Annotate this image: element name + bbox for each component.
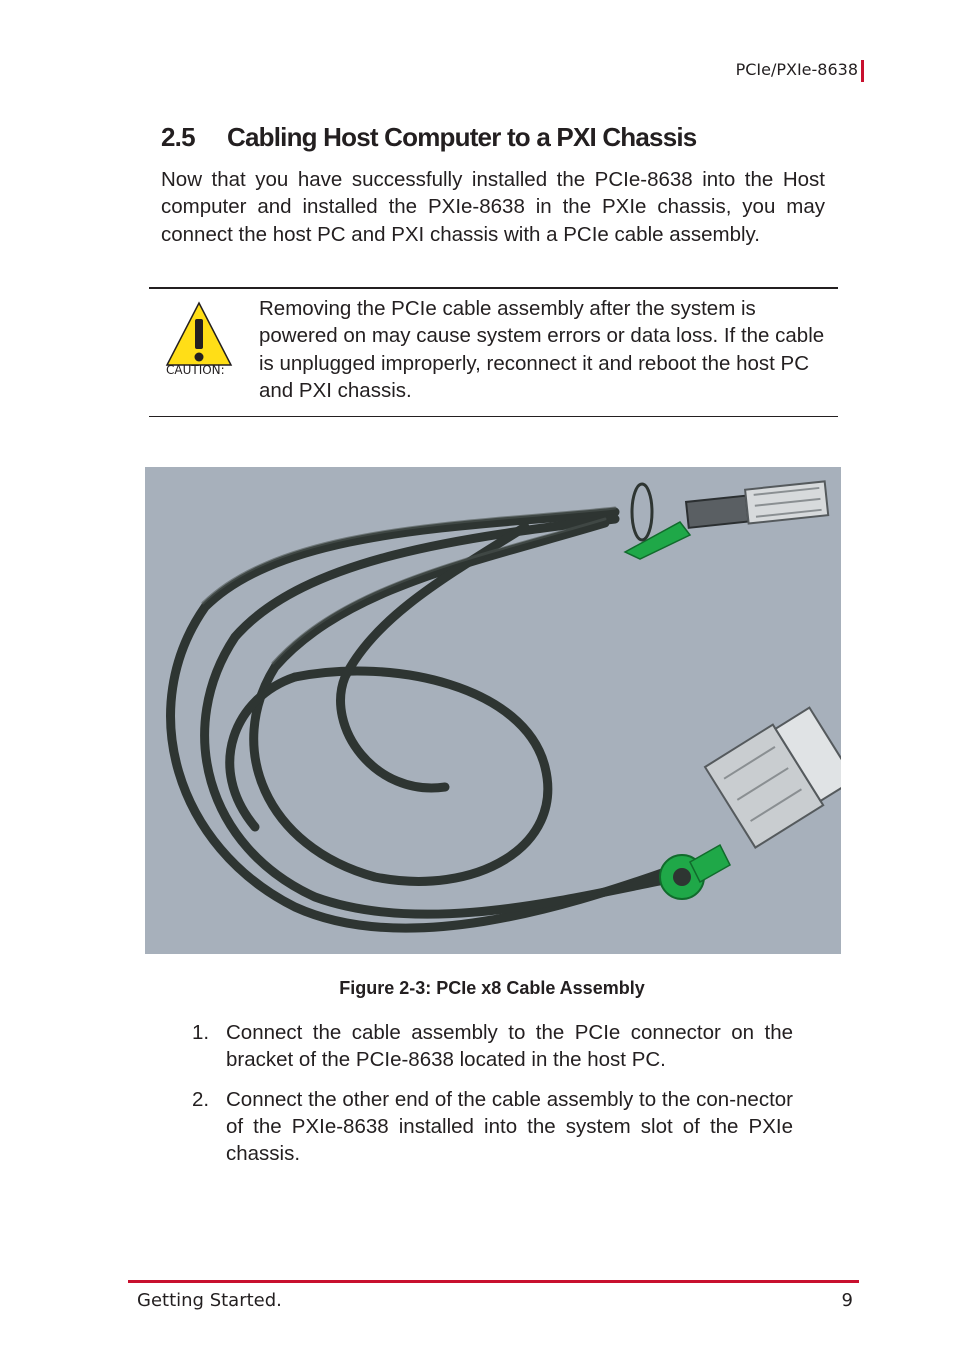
caution-label: CAUTION: [166, 363, 225, 377]
footer-section-name: Getting Started. [137, 1290, 282, 1311]
cable-assembly-illustration [145, 467, 841, 954]
step-number: 1. [192, 1021, 210, 1044]
page-number: 9 [841, 1290, 853, 1311]
cable-assembly-photo [145, 467, 841, 954]
section-heading [161, 122, 696, 153]
intro-paragraph: Now that you have successfully installed the PCIe-8638 into the Host computer and installed the PXIe-8638 in the PXIe chassis, you may connect the host PC and PXI chassis with a PCIe cable assembly. [161, 168, 825, 246]
section-title: Cabling Host Computer to a PXI Chassis [227, 122, 697, 152]
section-number: 2.5 [161, 122, 195, 152]
step-text: Connect the cable assembly to the PCIe connector on the bracket of the PCIe-8638 located in the host PC. [226, 1021, 793, 1072]
step-text: Connect the other end of the cable assembly to the con-nector of the PXIe-8638 installed into the system slot of the PXIe chassis. [226, 1087, 793, 1166]
footer-rule [128, 1280, 859, 1283]
list-item [192, 1086, 793, 1168]
caution-note [149, 287, 838, 417]
step-number: 2. [192, 1087, 210, 1111]
caution-text: Removing the PCIe cable assembly after the system is powered on may cause system errors or data loss. If the cable is unplugged improperly, reconnect it and reboot the host PC and PXI chassis. [259, 297, 825, 402]
instruction-steps [192, 1019, 793, 1179]
list-item [192, 1019, 793, 1074]
header-accent-bar [861, 60, 864, 82]
figure-caption: Figure 2-3: PCIe x8 Cable Assembly [339, 978, 645, 998]
running-header-title: PCIe/PXIe-8638 [735, 60, 858, 79]
